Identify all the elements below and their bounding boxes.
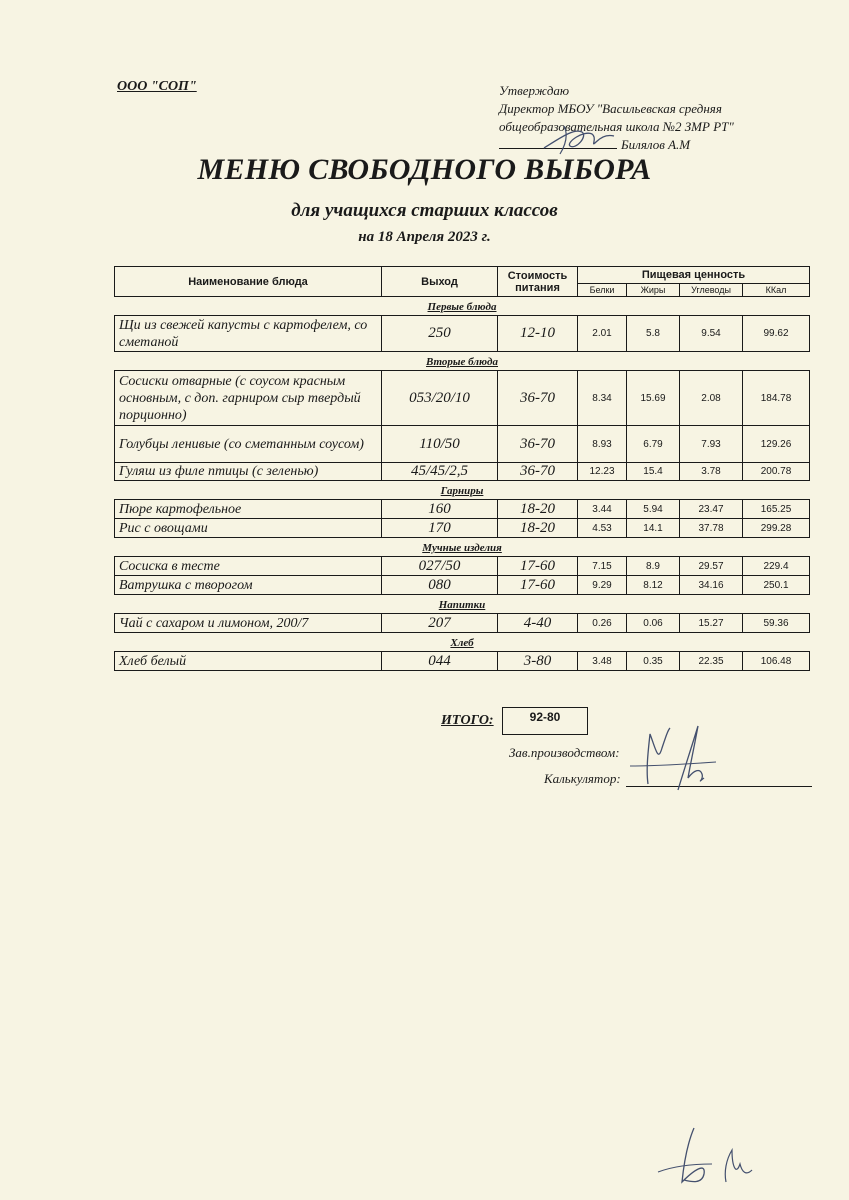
- section-title: Напитки: [115, 595, 810, 614]
- dish-kcal: 59.36: [743, 614, 810, 633]
- dish-output: 170: [382, 519, 498, 538]
- dish-fats: 14.1: [627, 519, 680, 538]
- section-title: Мучные изделия: [115, 538, 810, 557]
- dish-carbs: 34.16: [680, 576, 743, 595]
- dish-output: 110/50: [382, 426, 498, 463]
- header-proteins: Белки: [578, 284, 627, 297]
- dish-price: 17-60: [498, 576, 578, 595]
- organization-name: ООО "СОП": [117, 79, 197, 94]
- dish-kcal: 250.1: [743, 576, 810, 595]
- table-row: [115, 500, 810, 519]
- header-nutrition: Пищевая ценность: [578, 267, 810, 284]
- dish-output: 207: [382, 614, 498, 633]
- table-row: [115, 652, 810, 671]
- dish-output: 45/45/2,5: [382, 463, 498, 481]
- header-kcal: ККал: [743, 284, 810, 297]
- dish-carbs: 2.08: [680, 371, 743, 426]
- dish-proteins: 7.15: [578, 557, 627, 576]
- dish-fats: 15.69: [627, 371, 680, 426]
- dish-price: 4-40: [498, 614, 578, 633]
- dish-price: 17-60: [498, 557, 578, 576]
- dish-name: Щи из свежей капусты с картофелем, со сметаной: [115, 316, 382, 352]
- dish-name: Хлеб белый: [115, 652, 382, 671]
- production-head-label: Зав.производством:: [509, 745, 620, 760]
- dish-proteins: 9.29: [578, 576, 627, 595]
- header-cost: Стоимость питания: [498, 267, 578, 297]
- total-value: 92-80: [502, 707, 588, 735]
- dish-fats: 5.94: [627, 500, 680, 519]
- dish-output: 080: [382, 576, 498, 595]
- section-title: Хлеб: [115, 633, 810, 652]
- dish-fats: 15.4: [627, 463, 680, 481]
- dish-fats: 8.9: [627, 557, 680, 576]
- dish-proteins: 3.48: [578, 652, 627, 671]
- dish-kcal: 229.4: [743, 557, 810, 576]
- dish-output: 160: [382, 500, 498, 519]
- dish-price: 18-20: [498, 519, 578, 538]
- dish-kcal: 99.62: [743, 316, 810, 352]
- dish-name: Ватрушка с творогом: [115, 576, 382, 595]
- dish-price: 18-20: [498, 500, 578, 519]
- dish-kcal: 184.78: [743, 371, 810, 426]
- approval-line-2: Директор МБОУ "Васильевская средняя: [499, 101, 722, 116]
- dish-name: Гуляш из филе птицы (с зеленью): [115, 463, 382, 481]
- dish-carbs: 7.93: [680, 426, 743, 463]
- dish-kcal: 200.78: [743, 463, 810, 481]
- dish-proteins: 2.01: [578, 316, 627, 352]
- dish-output: 250: [382, 316, 498, 352]
- table-row: [115, 576, 810, 595]
- dish-proteins: 8.34: [578, 371, 627, 426]
- table-row: [115, 426, 810, 463]
- menu-table: [114, 266, 810, 671]
- dish-fats: 0.35: [627, 652, 680, 671]
- header-output: Выход: [382, 267, 498, 297]
- dish-proteins: 8.93: [578, 426, 627, 463]
- page-subtitle: для учащихся старших классов: [291, 200, 558, 221]
- approval-line-1: Утверждаю: [499, 83, 570, 98]
- dish-carbs: 37.78: [680, 519, 743, 538]
- dish-fats: 5.8: [627, 316, 680, 352]
- calculator-label: Калькулятор:: [544, 771, 621, 786]
- dish-carbs: 29.57: [680, 557, 743, 576]
- dish-kcal: 299.28: [743, 519, 810, 538]
- dish-fats: 6.79: [627, 426, 680, 463]
- dish-kcal: 106.48: [743, 652, 810, 671]
- dish-carbs: 23.47: [680, 500, 743, 519]
- dish-carbs: 15.27: [680, 614, 743, 633]
- dish-carbs: 9.54: [680, 316, 743, 352]
- director-name: Билялов А.М: [621, 137, 691, 152]
- dish-output: 053/20/10: [382, 371, 498, 426]
- header-carbs: Углеводы: [680, 284, 743, 297]
- dish-name: Сосиски отварные (с соусом красным основным, с доп. гарниром сыр твердый порционно): [115, 371, 382, 426]
- table-row: [115, 614, 810, 633]
- dish-fats: 0.06: [627, 614, 680, 633]
- table-row: [115, 557, 810, 576]
- table-row: [115, 316, 810, 352]
- table-row: [115, 371, 810, 426]
- dish-proteins: 3.44: [578, 500, 627, 519]
- dish-kcal: 165.25: [743, 500, 810, 519]
- dish-fats: 8.12: [627, 576, 680, 595]
- section-title: Первые блюда: [115, 297, 810, 316]
- dish-price: 3-80: [498, 652, 578, 671]
- total-label: ИТОГО:: [441, 713, 494, 728]
- dish-output: 027/50: [382, 557, 498, 576]
- page-signature-icon: [654, 1122, 764, 1188]
- dish-proteins: 0.26: [578, 614, 627, 633]
- table-row: [115, 463, 810, 481]
- page-title: МЕНЮ СВОБОДНОГО ВЫБОРА: [197, 153, 652, 186]
- dish-price: 36-70: [498, 463, 578, 481]
- approval-line-3: общеобразовательная школа №2 ЗМР РТ": [499, 119, 734, 134]
- dish-kcal: 129.26: [743, 426, 810, 463]
- dish-output: 044: [382, 652, 498, 671]
- dish-price: 36-70: [498, 371, 578, 426]
- header-dish-name: Наименование блюда: [115, 267, 382, 297]
- table-row: [115, 519, 810, 538]
- dish-name: Чай с сахаром и лимоном, 200/7: [115, 614, 382, 633]
- dish-carbs: 3.78: [680, 463, 743, 481]
- dish-proteins: 12.23: [578, 463, 627, 481]
- production-signature-icon: [628, 722, 718, 794]
- dish-name: Рис с овощами: [115, 519, 382, 538]
- section-title: Гарниры: [115, 481, 810, 500]
- section-title: Вторые блюда: [115, 352, 810, 371]
- dish-carbs: 22.35: [680, 652, 743, 671]
- dish-price: 36-70: [498, 426, 578, 463]
- dish-name: Пюре картофельное: [115, 500, 382, 519]
- dish-name: Голубцы ленивые (со сметанным соусом): [115, 426, 382, 463]
- menu-date: на 18 Апреля 2023 г.: [358, 229, 491, 245]
- header-fats: Жиры: [627, 284, 680, 297]
- dish-name: Сосиска в тесте: [115, 557, 382, 576]
- dish-proteins: 4.53: [578, 519, 627, 538]
- dish-price: 12-10: [498, 316, 578, 352]
